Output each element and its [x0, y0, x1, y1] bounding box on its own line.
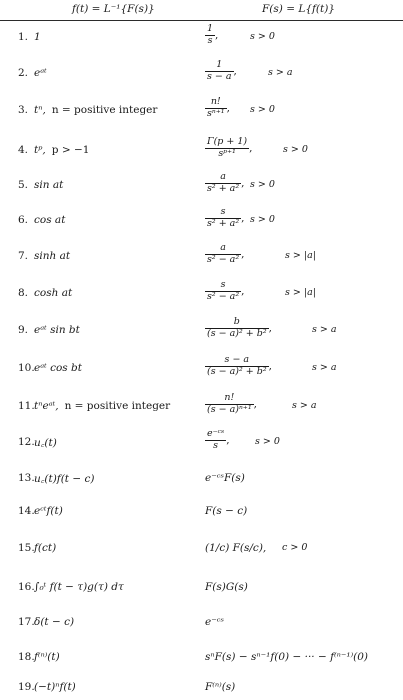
separator-comma: , [241, 248, 245, 261]
laplace-transform [205, 137, 254, 160]
transform-condition: s > 0 [250, 214, 275, 225]
row-number: 8. [18, 287, 29, 299]
row-number: 10. [18, 362, 35, 374]
time-function-expr: u꜀(t) [34, 437, 57, 449]
time-function [34, 542, 56, 554]
separator-comma: , [253, 398, 257, 411]
time-function-expr: sin at [34, 179, 64, 191]
fraction-numerator: b [233, 316, 240, 327]
time-function [34, 214, 65, 226]
laplace-transform [205, 681, 235, 693]
time-function [34, 581, 124, 593]
separator-comma: , [249, 142, 253, 155]
laplace-transform [205, 429, 232, 452]
laplace-transform [205, 616, 224, 628]
transform-condition: s > 0 [250, 31, 275, 42]
time-function [34, 436, 57, 450]
fraction-denominator: s [207, 34, 213, 46]
laplace-transform [205, 317, 274, 340]
fraction-numerator: n! [224, 392, 235, 403]
laplace-transform [205, 542, 266, 554]
row-number: 3. [18, 104, 29, 116]
transform-condition: s > 0 [250, 179, 275, 190]
separator-comma: , [241, 212, 245, 225]
row-number: 6. [18, 214, 29, 226]
fraction-denominator: s [213, 439, 219, 451]
laplace-transform [205, 207, 247, 230]
time-function-condition: p > −1 [51, 144, 90, 156]
time-function [34, 144, 89, 156]
laplace-transform [205, 24, 220, 47]
separator-comma: , [226, 102, 230, 115]
time-function-expr: eᵃᵗ cos bt [34, 362, 82, 374]
row-number: 18. [18, 651, 35, 663]
time-function [34, 67, 47, 79]
fraction-denominator: sᵖ⁺¹ [218, 147, 236, 159]
time-function-expr: u꜀(t)f(t − c) [34, 473, 95, 485]
laplace-transform [205, 581, 248, 593]
time-function [34, 681, 76, 693]
transform-condition: s > 0 [255, 436, 280, 447]
time-function-expr: sinh at [34, 250, 71, 262]
transform-condition: s > a [268, 67, 293, 78]
row-number: 19. [18, 681, 35, 693]
laplace-transform [205, 472, 245, 484]
separator-comma: , [241, 285, 245, 298]
fraction-denominator: (s − a)² + b² [207, 365, 267, 377]
time-function [34, 505, 63, 517]
laplace-transform [205, 651, 368, 663]
time-function [34, 250, 70, 262]
transform-fraction [205, 60, 234, 83]
laplace-transform [205, 60, 239, 83]
time-function-expr: eᵃᵗ sin bt [34, 324, 80, 336]
transform-fraction [205, 137, 249, 160]
time-function-expr: (−t)ⁿf(t) [34, 681, 76, 693]
transform-fraction [205, 207, 241, 230]
separator-comma: , [268, 322, 272, 335]
row-number: 17. [18, 616, 35, 628]
transform-expr: e⁻ᶜˢF(s) [205, 472, 245, 484]
laplace-transform [205, 97, 232, 120]
row-number: 12. [18, 436, 35, 448]
time-function-expr: tⁿeᵃᵗ, [34, 400, 59, 412]
separator-comma: , [226, 434, 230, 447]
transform-condition: s > |a| [285, 250, 316, 261]
transform-fraction [205, 24, 215, 47]
time-function [34, 31, 41, 43]
transform-expr: sⁿF(s) − sⁿ⁻¹f(0) − ··· − f⁽ⁿ⁻¹⁾(0) [205, 651, 369, 663]
transform-fraction [205, 429, 226, 452]
transform-fraction [205, 280, 241, 303]
separator-comma: , [241, 177, 245, 190]
fraction-numerator: Γ(p + 1) [207, 136, 248, 147]
time-function-expr: f(ct) [34, 542, 57, 554]
time-function-expr: cosh at [34, 287, 73, 299]
laplace-transform [205, 280, 247, 303]
transform-fraction [205, 355, 269, 378]
fraction-denominator: s² + a² [207, 217, 240, 229]
row-number: 1. [18, 31, 29, 43]
fraction-denominator: s² + a² [207, 182, 240, 194]
transform-condition: s > 0 [283, 144, 308, 155]
row-number: 2. [18, 67, 29, 79]
fraction-numerator: s − a [224, 354, 250, 365]
time-function [34, 179, 63, 191]
time-function-expr: eᵃᵗ [34, 67, 47, 79]
transform-fraction [205, 393, 254, 416]
laplace-transform [205, 393, 259, 416]
fraction-numerator: e⁻ᶜˢ [207, 428, 225, 439]
laplace-transform [205, 243, 247, 266]
fraction-denominator: sⁿ⁺¹ [207, 107, 225, 119]
header-inverse-transform: f(t) = L⁻¹{F(s)} [72, 3, 155, 15]
table-header [0, 0, 403, 21]
fraction-numerator: a [220, 242, 226, 253]
row-number: 16. [18, 581, 35, 593]
row-number: 13. [18, 472, 35, 484]
row-number: 9. [18, 324, 29, 336]
time-function [34, 472, 94, 486]
separator-comma: , [215, 29, 219, 42]
time-function [34, 616, 74, 628]
row-number: 4. [18, 144, 29, 156]
transform-fraction [205, 243, 241, 266]
row-number: 5. [18, 179, 29, 191]
time-function [34, 362, 82, 374]
transform-condition: s > |a| [285, 287, 316, 298]
time-function-condition: n = positive integer [64, 400, 171, 412]
fraction-numerator: 1 [216, 59, 223, 70]
time-function-expr: tᵖ, [34, 144, 46, 156]
header-transform: F(s) = L{f(t)} [262, 3, 335, 15]
time-function-expr: ∫₀ᵗ f(t − τ)g(τ) dτ [34, 581, 124, 593]
transform-condition: c > 0 [282, 542, 308, 553]
fraction-denominator: (s − a)² + b² [207, 327, 267, 339]
fraction-denominator: s² − a² [207, 253, 240, 265]
transform-expr: e⁻ᶜˢ [205, 616, 224, 628]
fraction-numerator: s [220, 206, 226, 217]
transform-fraction [205, 317, 269, 340]
time-function-expr: δ(t − c) [34, 616, 75, 628]
laplace-transform [205, 505, 247, 517]
fraction-denominator: s² − a² [207, 290, 240, 302]
time-function [34, 104, 157, 116]
time-function [34, 287, 72, 299]
time-function [34, 324, 80, 336]
row-number: 7. [18, 250, 29, 262]
transform-condition: s > a [292, 400, 317, 411]
time-function-expr: 1 [34, 31, 41, 43]
time-function-expr: cos at [34, 214, 66, 226]
time-function-condition: n = positive integer [51, 104, 158, 116]
transform-condition: s > a [312, 324, 337, 335]
transform-fraction [205, 172, 241, 195]
laplace-transform [205, 355, 274, 378]
separator-comma: , [268, 360, 272, 373]
fraction-numerator: s [220, 279, 226, 290]
time-function-expr: eᶜᵗf(t) [34, 505, 63, 517]
transform-expr: F(s)G(s) [205, 581, 248, 593]
time-function-expr: f⁽ⁿ⁾(t) [34, 651, 60, 663]
transform-expr: F⁽ⁿ⁾(s) [205, 681, 236, 693]
transform-expr: F(s − c) [205, 505, 248, 517]
fraction-denominator: s − a [207, 70, 232, 82]
row-number: 15. [18, 542, 35, 554]
fraction-numerator: a [220, 171, 226, 182]
transform-fraction [205, 97, 227, 120]
transform-condition: s > 0 [250, 104, 275, 115]
separator-comma: , [233, 65, 237, 78]
row-number: 11. [18, 400, 35, 412]
fraction-numerator: 1 [207, 23, 214, 34]
time-function-expr: tⁿ, [34, 104, 46, 116]
fraction-numerator: n! [210, 96, 221, 107]
row-number: 14. [18, 505, 35, 517]
time-function [34, 400, 170, 412]
transform-condition: s > a [312, 362, 337, 373]
transform-expr: (1/c) F(s/c), [205, 542, 267, 554]
fraction-denominator: (s − a)ⁿ⁺¹ [207, 403, 252, 415]
laplace-transform [205, 172, 247, 195]
time-function [34, 651, 60, 663]
